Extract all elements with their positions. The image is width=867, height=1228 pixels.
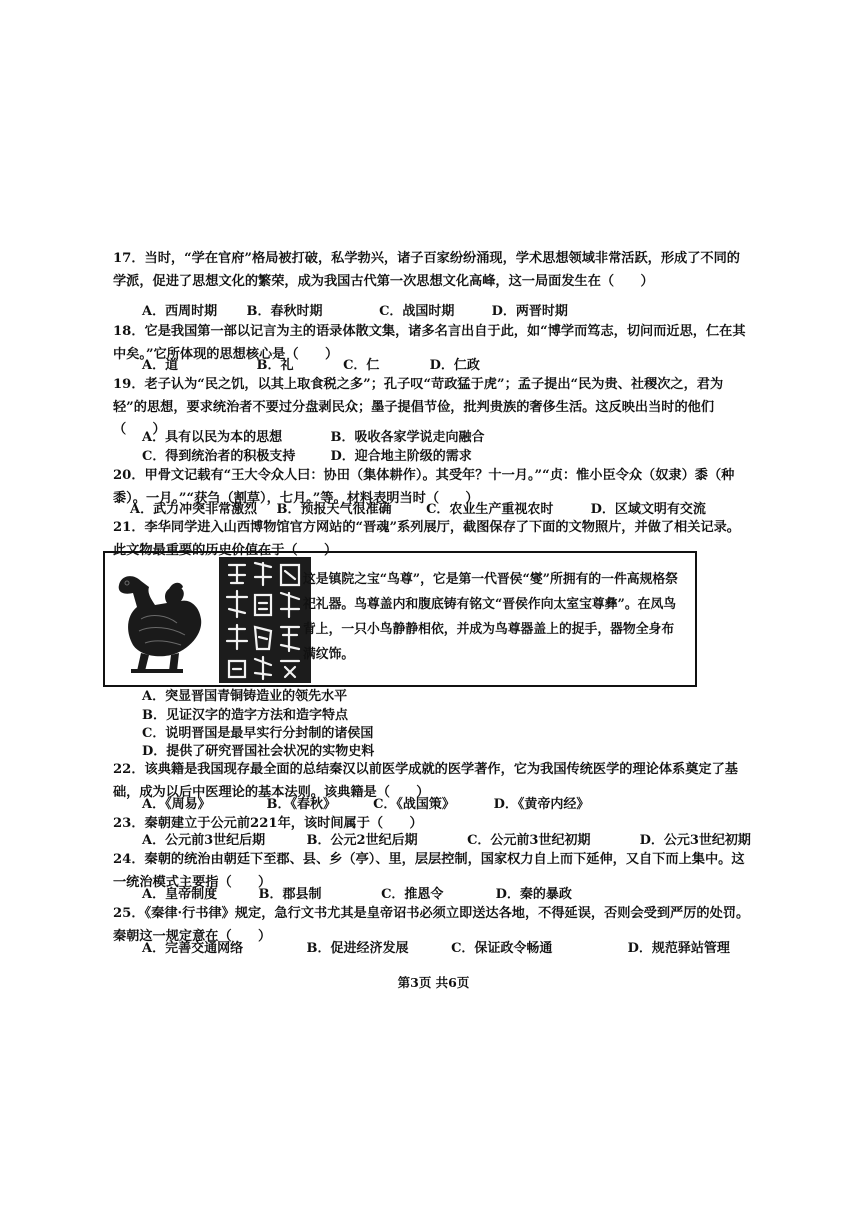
- q21-option-b[interactable]: B．见证汉字的造字方法和造字特点: [142, 708, 348, 723]
- question-25-stem: 25．《秦律·行书律》规定，急行文书尤其是皇帝诏书必须立即送达各地，不得延误，否则会受到严厉的处罚。秦朝这一规定意在（ ）: [113, 906, 750, 944]
- q24-option-b[interactable]: B．郡县制: [258, 887, 322, 902]
- q18-option-a[interactable]: A．道: [142, 358, 179, 373]
- question-22-stem: 22．该典籍是我国现存最全面的总结秦汉以前医学成就的医学著作，它为我国传统医学的理论体系奠定了基础，成为以后中医理论的基本法则。该典籍是（ ）: [113, 762, 738, 800]
- question-18-options: [142, 356, 480, 376]
- q20-option-b[interactable]: B．预报天气很准确: [276, 502, 392, 517]
- question-19-stem: 19．老子认为“民之饥，以其上取食税之多”；孔子叹“苛政猛于虎”；孟子提出“民为贵、社稷次之，君为轻”的思想，要求统治者不要过分盘剥民众；墨子提倡节俭，批判贵族的奢侈生活。这反映出当时的他们（ ）: [113, 377, 724, 437]
- q17-option-a[interactable]: A．西周时期: [142, 304, 218, 319]
- q20-option-c[interactable]: C．农业生产重视农时: [426, 502, 554, 517]
- q18-option-d[interactable]: D．仁政: [429, 358, 480, 373]
- artifact-description: 这是镇院之宝“鸟尊”，它是第一代晋侯“燮”所拥有的一件高规格祭祀礼器。鸟尊盖内和腹底铸有铭文“晋侯作向太室宝尊彝”。在凤鸟背上，一只小鸟静静相依，并成为鸟尊器盖上的捉手，器物全身布满纹饰。: [303, 572, 678, 662]
- q21-option-a[interactable]: A．突显晋国青铜铸造业的领先水平: [142, 689, 348, 704]
- q19-option-a[interactable]: A．具有以民为本的思想: [142, 430, 283, 445]
- q17-option-b[interactable]: B．春秋时期: [246, 304, 323, 319]
- question-18-stem: 18．它是我国第一部以记言为主的语录体散文集，诸多名言出自于此，如“博学而笃志，切问而近思，仁在其中矣。”它所体现的思想核心是（ ）: [113, 324, 746, 362]
- q20-option-a[interactable]: A．武力冲突非常激烈: [130, 502, 258, 517]
- q17-option-d[interactable]: D．两晋时期: [491, 304, 568, 319]
- page-footer: 第3页 共6页: [397, 975, 470, 990]
- q23-option-a[interactable]: A．公元前3世纪后期: [142, 833, 266, 848]
- artifact-box: [103, 551, 697, 687]
- q25-option-b[interactable]: B．促进经济发展: [306, 941, 409, 956]
- inscription-rubbing: [219, 557, 311, 683]
- question-24-options: [142, 885, 572, 905]
- question-17-options: [142, 302, 568, 322]
- inscription-glyphs: [219, 557, 311, 683]
- q24-option-c[interactable]: C．推恩令: [381, 887, 444, 902]
- q22-option-b[interactable]: B．《春秋》: [266, 797, 337, 812]
- q18-option-c[interactable]: C．仁: [343, 358, 380, 373]
- q20-option-d[interactable]: D．区域文明有交流: [590, 502, 706, 517]
- q19-option-c[interactable]: C．得到统治者的积极支持: [142, 449, 296, 464]
- q24-option-a[interactable]: A．皇帝制度: [142, 887, 218, 902]
- question-21-stem: 21．李华同学进入山西博物馆官方网站的“晋魂”系列展厅，截图保存了下面的文物照片，并做了相关记录。此文物最重要的历史价值在于（ ）: [113, 520, 740, 558]
- q21-option-c[interactable]: C．说明晋国是最早实行分封制的诸侯国: [142, 726, 374, 741]
- q21-option-d[interactable]: D．提供了研究晋国社会状况的实物史料: [142, 744, 375, 759]
- q23-option-c[interactable]: C．公元前3世纪初期: [467, 833, 591, 848]
- q22-option-a[interactable]: A．《周易》: [142, 797, 211, 812]
- q25-option-a[interactable]: A．完善交通网络: [142, 941, 244, 956]
- q19-option-d[interactable]: D．迎合地主阶级的需求: [330, 449, 472, 464]
- q24-option-d[interactable]: D．秦的暴政: [495, 887, 572, 902]
- q18-option-b[interactable]: B．礼: [256, 358, 294, 373]
- q25-option-c[interactable]: C．保证政令畅通: [451, 941, 553, 956]
- question-24-stem: 24．秦朝的统治由朝廷下至郡、县、乡（亭）、里，层层控制，国家权力自上而下延伸，又自下而上集中。这一统治模式主要指（ ）: [113, 852, 745, 890]
- q25-option-d[interactable]: D．规范驿站管理: [627, 941, 730, 956]
- q22-option-c[interactable]: C．《战国策》: [373, 797, 455, 812]
- question-19-options-row2: [142, 447, 472, 467]
- question-17-stem: 17．当时，“学在官府”格局被打破，私学勃兴，诸子百家纷纷涌现，学术思想领域非常活跃，形成了不同的学派，促进了思想文化的繁荣，成为我国古代第一次思想文化高峰，这一局面发生在（ ）: [113, 251, 740, 289]
- q19-option-b[interactable]: B．吸收各家学说走向融合: [330, 430, 485, 445]
- q17-option-c[interactable]: C．战国时期: [379, 304, 455, 319]
- question-23-stem: 23．秦朝建立于公元前221年，该时间属于（ ）: [113, 816, 423, 831]
- q22-option-d[interactable]: D．《黄帝内经》: [493, 797, 590, 812]
- bird-zun-image: [111, 559, 211, 679]
- question-25-options: [142, 939, 730, 959]
- question-23-options: [142, 831, 751, 851]
- question-19-options-row1: [142, 428, 485, 448]
- q23-option-d[interactable]: D．公元3世纪初期: [639, 833, 751, 848]
- question-22-options: [142, 795, 589, 815]
- q23-option-b[interactable]: B．公元2世纪后期: [306, 833, 418, 848]
- question-20-stem: 20．甲骨文记载有“王大令众人曰：协田（集体耕作）。其受年？十一月。”“贞：惟小臣令众（奴隶）黍（种黍）。一月。”“获刍（割草），七月。”等。材料表明当时（ ）: [113, 468, 735, 506]
